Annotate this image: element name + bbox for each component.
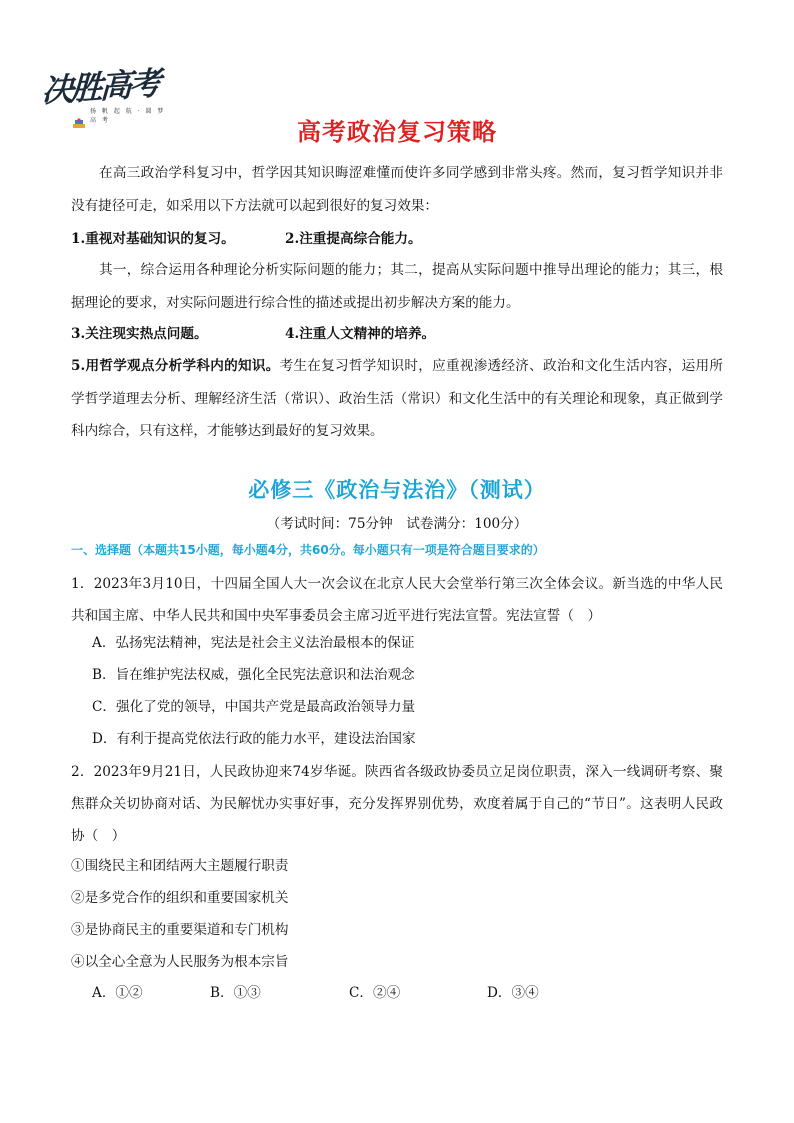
question-1-option-b: B．旨在维护宪法权威，强化全民宪法意识和法治观念 — [92, 667, 415, 683]
question-2-item-3: ③是协商民主的重要渠道和专门机构 — [71, 922, 289, 938]
exam-info: （考试时间：75分钟 试卷满分：100分） — [266, 516, 528, 532]
page-title: 高考政治复习策略 — [297, 118, 497, 146]
tips-row-2 — [71, 324, 435, 344]
intro-paragraph-3 — [71, 350, 723, 448]
question-2-item-2: ②是多党合作的组织和重要国家机关 — [71, 890, 289, 906]
tip-2: 2.注重提高综合能力。 — [285, 231, 422, 247]
question-1-stem: 1．2023年3月10日，十四届全国人大一次会议在北京人民大会堂举行第三次全体会议。新当选的中华人民共和国主席、中华人民共和国中央军事委员会主席习近平进行宪法宣誓。宪法宣誓（ ） — [71, 576, 723, 624]
tip-5: 5.用哲学观点分析学科内的知识。 — [71, 358, 280, 374]
question-2-item-1: ①围绕民主和团结两大主题履行职责 — [71, 858, 289, 874]
logo-text: 决胜高考 — [40, 63, 159, 110]
question-2-choice-b: B．①③ — [210, 985, 261, 1001]
question-2-item-4: ④以全心全意为人民服务为根本宗旨 — [71, 954, 289, 970]
logo-subtitle: 扬 帆 起 航 · 圆 梦 高 考 — [90, 108, 166, 124]
tips-row-1 — [71, 229, 422, 249]
tip-4: 4.注重人文精神的培养。 — [285, 326, 436, 342]
intro-paragraph-2: 其一，综合运用各种理论分析实际问题的能力；其二，提高从实际问题中推导出理论的能力；其三，根据理论的要求，对实际问题进行综合性的描述或提出初步解决方案的能力。 — [71, 262, 723, 311]
question-2-choice-a: A．①② — [92, 985, 143, 1001]
question-1-option-a: A．弘扬宪法精神，宪法是社会主义法治最根本的保证 — [92, 635, 415, 651]
question-1-option-c: C．强化了党的领导，中国共产党是最高政治领导力量 — [92, 699, 416, 715]
question-2-choice-d: D．③④ — [487, 985, 539, 1001]
test-title: 必修三《政治与法治》（测试） — [248, 478, 546, 502]
question-2-choice-c: C．②④ — [349, 985, 401, 1001]
tip-3: 3.关注现实热点问题。 — [71, 326, 208, 342]
intro-paragraph-1: 在高三政治学科复习中，哲学因其知识晦涩难懂而使许多同学感到非常头疼。然而，复习哲学知识并非没有捷径可走，如采用以下方法就可以起到很好的复习效果： — [71, 165, 723, 214]
question-2-stem: 2．2023年9月21日，人民政协迎来74岁华诞。陕西省各级政协委员立足岗位职责，深入一线调研考察、聚焦群众关切协商对话、为民解忧办实事好事，充分发挥界别优势，欢度着属于自己的“节日”。这表明人民政协（ ） — [71, 764, 723, 844]
section-heading: 一、选择题（本题共15小题，每小题4分，共60分。每小题只有一项是符合题目要求的） — [71, 543, 545, 557]
tip-1: 1.重视对基础知识的复习。 — [71, 231, 235, 247]
question-1-option-d: D．有利于提高党依法行政的能力水平，建设法治国家 — [92, 731, 416, 747]
tip-5-text: 考生在复习哲学知识时，应重视渗透经济、政治和文化生活内容，运用所学哲学道理去分析、理解经济生活（常识）、政治生活（常识）和文化生活中的有关理论和现象，真正做到学科内综合，只有这样，才能够达到最好的复习效果。 — [71, 358, 723, 439]
